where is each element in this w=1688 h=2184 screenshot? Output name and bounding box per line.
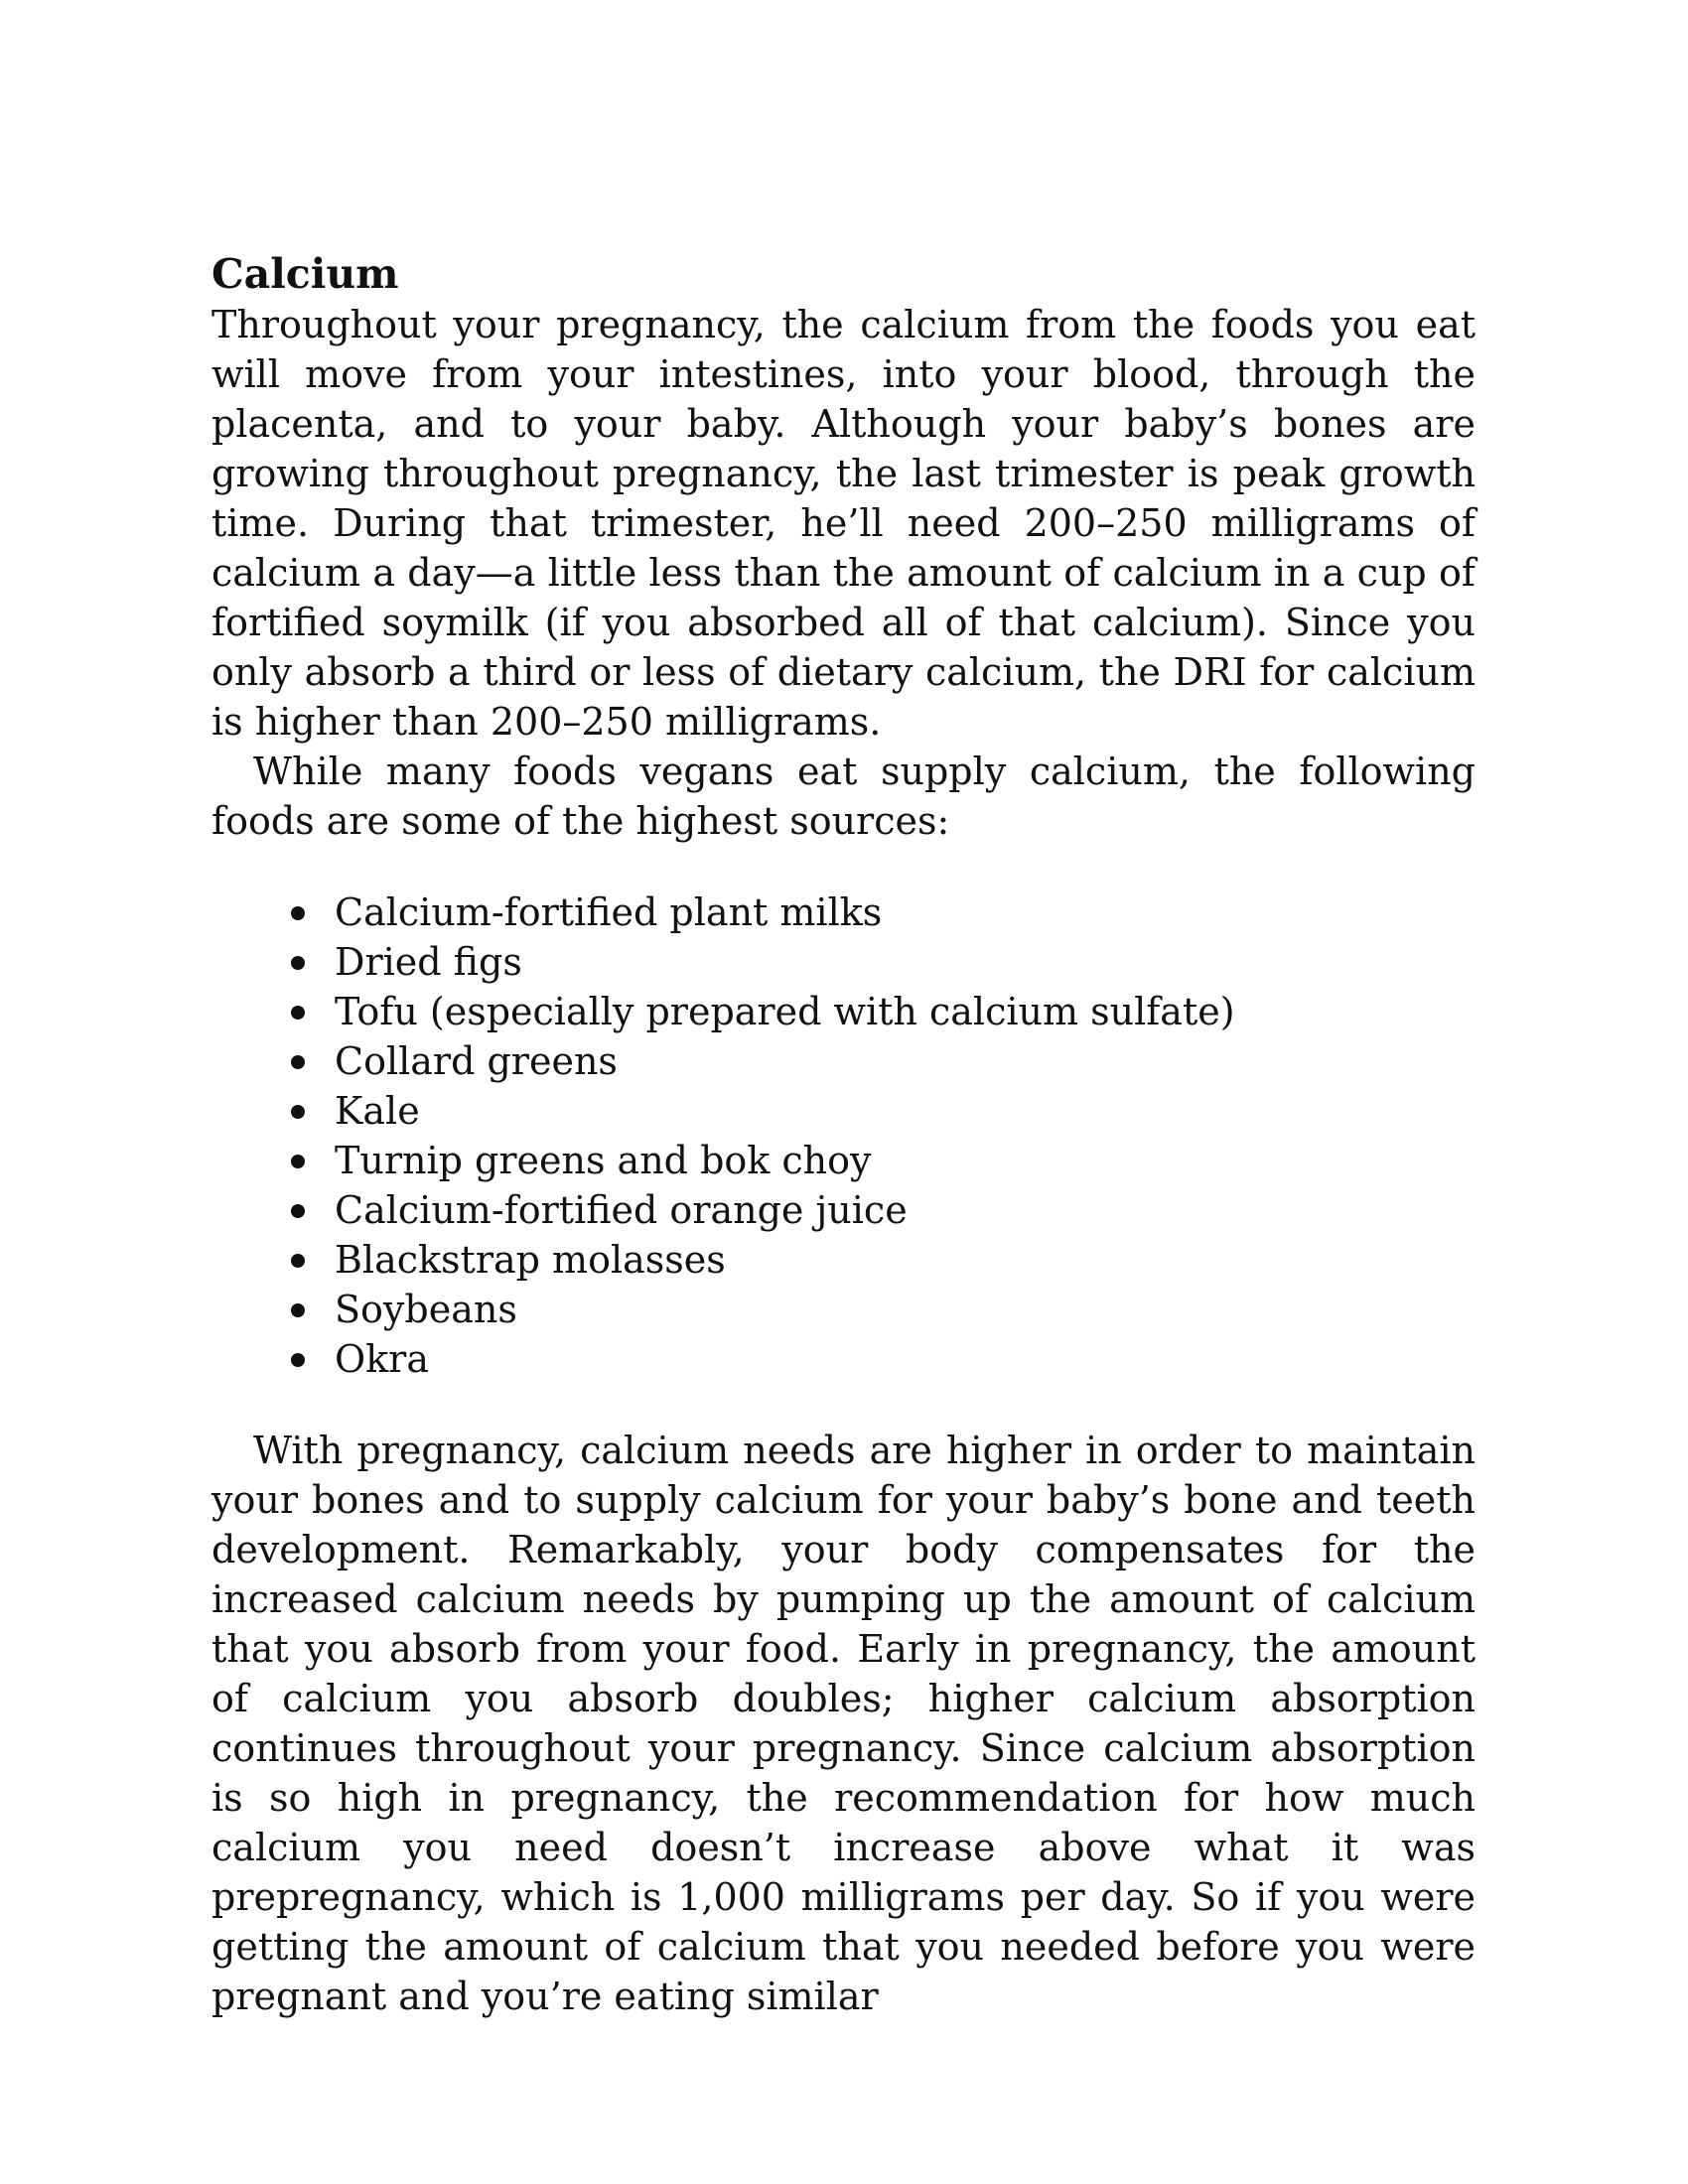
bullet-icon [291,956,305,970]
bullet-icon [291,1105,305,1119]
list-item [335,1036,1476,1086]
list-item-text: Turnip greens and bok choy [335,1139,872,1182]
bullet-icon [291,1006,305,1020]
list-item-text: Okra [335,1337,429,1381]
body-paragraph-3: With pregnancy, calcium needs are higher in order to maintain your bones and to supply calcium for your baby’s bone and teeth development. Remarkably, your body compensates for the increased calcium needs by pumping up the amount of calcium that you absorb from your food. Early in pregnancy, the amount of calcium you absorb doubles; higher calcium absorption continues throughout your pregnancy. Since calcium absorption is so high in pregnancy, the recommendation for how much calcium you need doesn’t increase above what it was prepregnancy, which is 1,000 milligrams per day. So if you were getting the amount of calcium that you needed before you were pregnant and you’re eating similar [211,1429,1476,2018]
section-heading: Calcium [211,250,399,298]
list-item [335,1086,1476,1136]
list-item [335,1185,1476,1235]
bullet-icon [291,1254,305,1268]
list-item-text: Collard greens [335,1039,618,1083]
list-item-text: Soybeans [335,1288,517,1331]
bullet-icon [291,1353,305,1367]
bullet-icon [291,906,305,920]
bullet-icon [291,1303,305,1317]
list-item-text: Calcium-fortified plant milks [335,890,883,934]
list-item-text: Dried figs [335,940,522,984]
list-item [335,1334,1476,1384]
list-item-text: Calcium-fortified orange juice [335,1188,908,1232]
list-item [335,1136,1476,1185]
calcium-sources-list [211,887,1476,1384]
list-item [335,887,1476,937]
document-page [211,248,1476,2021]
bullet-icon [291,1155,305,1168]
bullet-icon [291,1204,305,1218]
list-item-text: Kale [335,1089,420,1133]
list-item [335,1285,1476,1334]
list-item-text: Tofu (especially prepared with calcium sulfate) [335,990,1235,1033]
list-item [335,937,1476,987]
list-item [335,987,1476,1036]
body-paragraph-2: While many foods vegans eat supply calcium, the following foods are some of the highest sources: [211,750,1476,843]
list-item [335,1235,1476,1285]
body-paragraph-1: Throughout your pregnancy, the calcium from the foods you eat will move from your intestines, into your blood, through the placenta, and to your baby. Although your baby’s bones are growing throughout pregnancy, the last trimester is peak growth time. During that trimester, he’ll need 200–250 milligrams of calcium a day—a little less than the amount of calcium in a cup of fortified soymilk (if you absorbed all of that calcium). Since you only absorb a third or less of dietary calcium, the DRI for calcium is higher than 200–250 milligrams. [211,303,1476,744]
list-item-text: Blackstrap molasses [335,1238,726,1282]
bullet-icon [291,1055,305,1069]
